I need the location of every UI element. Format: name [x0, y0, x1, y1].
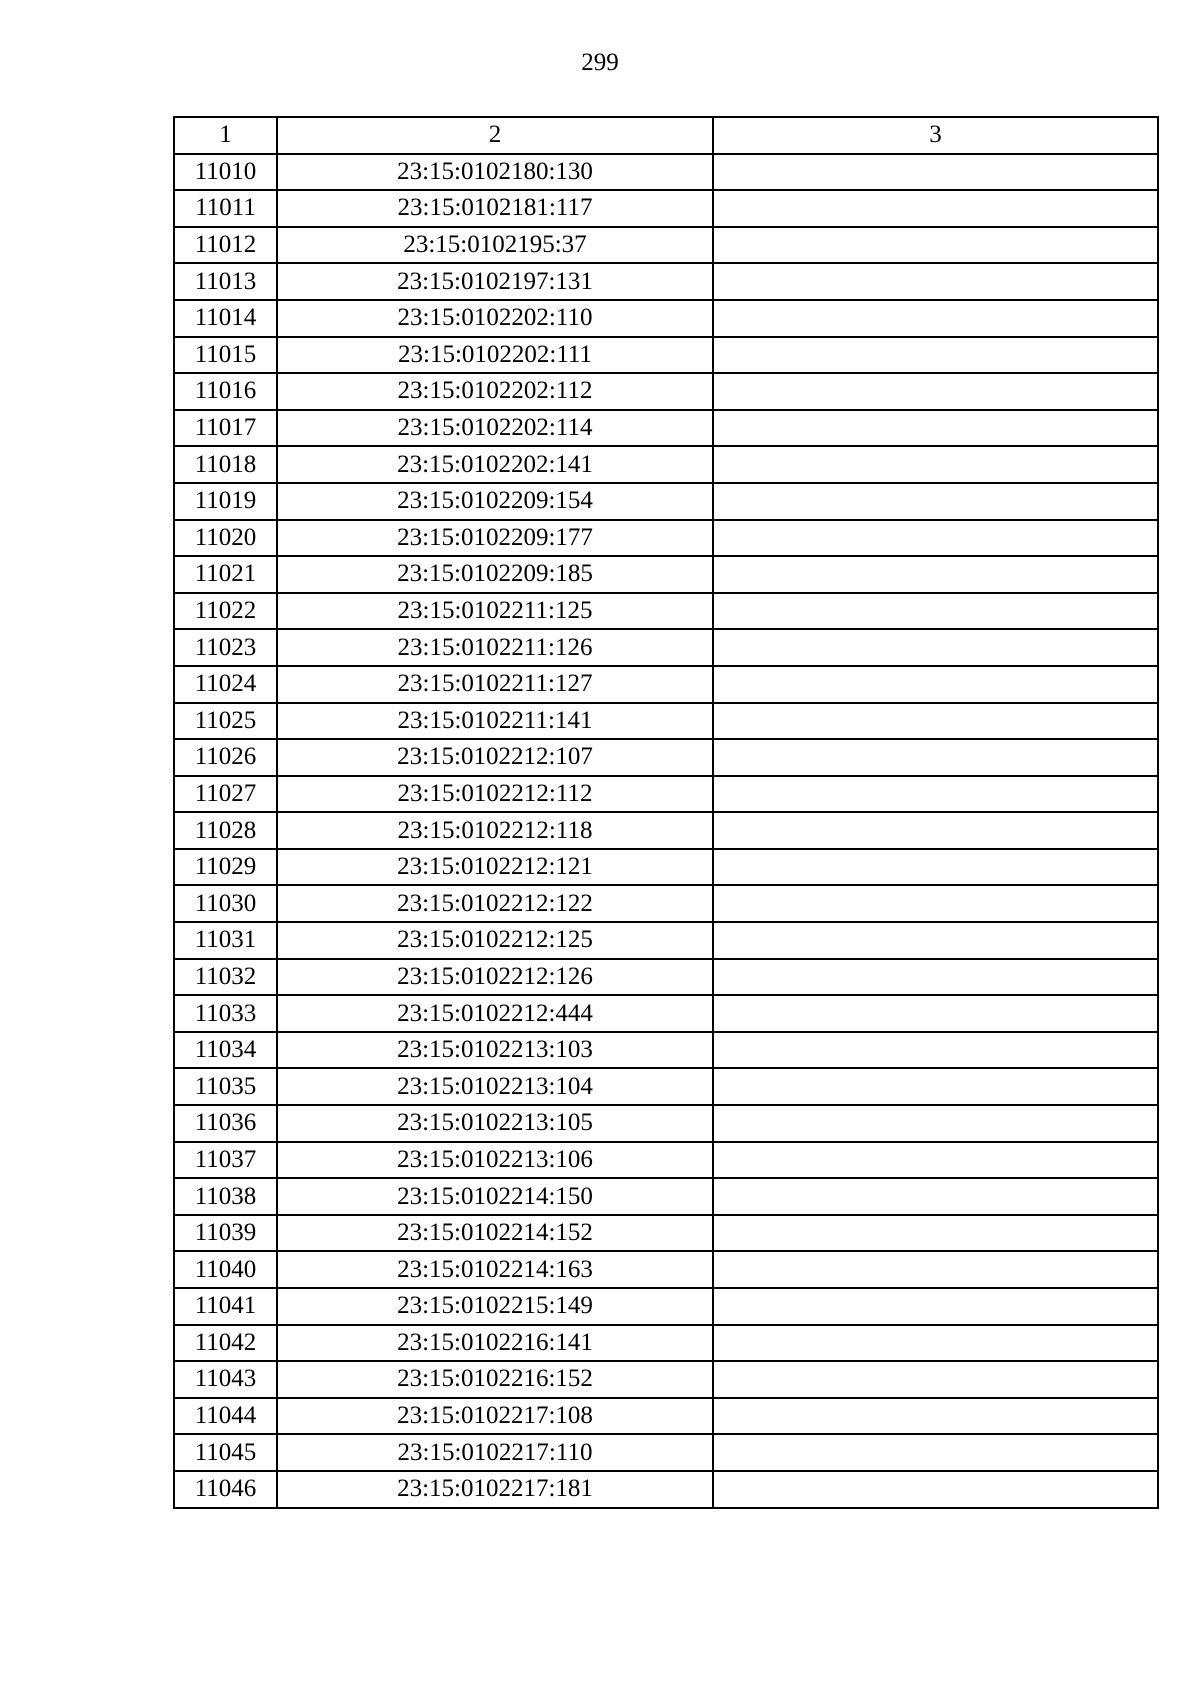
cadastral-number-cell: 23:15:0102180:130 [277, 154, 713, 191]
table-row [174, 154, 1158, 191]
note-cell [713, 849, 1158, 886]
note-cell [713, 556, 1158, 593]
row-number-cell: 11034 [174, 1032, 277, 1069]
header-cell-1: 1 [174, 117, 277, 154]
table-row [174, 337, 1158, 374]
note-cell [713, 629, 1158, 666]
cadastral-number-cell: 23:15:0102214:152 [277, 1215, 713, 1252]
row-number-cell: 11027 [174, 776, 277, 813]
note-cell [713, 410, 1158, 447]
cadastral-number-cell: 23:15:0102202:110 [277, 300, 713, 337]
table-row [174, 1251, 1158, 1288]
header-cell-2: 2 [277, 117, 713, 154]
header-row [174, 117, 1158, 154]
cadastral-number-cell: 23:15:0102212:444 [277, 995, 713, 1032]
cadastral-number-cell: 23:15:0102214:150 [277, 1178, 713, 1215]
table-row [174, 556, 1158, 593]
table-row [174, 1178, 1158, 1215]
cadastral-number-cell: 23:15:0102216:152 [277, 1361, 713, 1398]
note-cell [713, 812, 1158, 849]
table-row [174, 373, 1158, 410]
table-body [174, 117, 1158, 1508]
table-row [174, 776, 1158, 813]
note-cell [713, 959, 1158, 996]
note-cell [713, 666, 1158, 703]
note-cell [713, 446, 1158, 483]
row-number-cell: 11011 [174, 190, 277, 227]
note-cell [713, 190, 1158, 227]
cadastral-number-cell: 23:15:0102217:110 [277, 1434, 713, 1471]
row-number-cell: 11021 [174, 556, 277, 593]
table-row [174, 1288, 1158, 1325]
note-cell [713, 739, 1158, 776]
cadastral-number-cell: 23:15:0102212:126 [277, 959, 713, 996]
note-cell [713, 1032, 1158, 1069]
cadastral-number-cell: 23:15:0102213:103 [277, 1032, 713, 1069]
table-row [174, 520, 1158, 557]
cadastral-number-cell: 23:15:0102212:118 [277, 812, 713, 849]
row-number-cell: 11033 [174, 995, 277, 1032]
cadastral-number-cell: 23:15:0102214:163 [277, 1251, 713, 1288]
cadastral-number-cell: 23:15:0102213:106 [277, 1142, 713, 1179]
row-number-cell: 11038 [174, 1178, 277, 1215]
table-row [174, 812, 1158, 849]
row-number-cell: 11028 [174, 812, 277, 849]
note-cell [713, 703, 1158, 740]
note-cell [713, 1105, 1158, 1142]
note-cell [713, 922, 1158, 959]
table-row [174, 190, 1158, 227]
cadastral-number-cell: 23:15:0102212:107 [277, 739, 713, 776]
note-cell [713, 1398, 1158, 1435]
row-number-cell: 11046 [174, 1471, 277, 1508]
cadastral-number-cell: 23:15:0102197:131 [277, 263, 713, 300]
note-cell [713, 263, 1158, 300]
table-row [174, 1398, 1158, 1435]
cadastral-number-cell: 23:15:0102216:141 [277, 1325, 713, 1362]
table-row [174, 739, 1158, 776]
note-cell [713, 373, 1158, 410]
note-cell [713, 1215, 1158, 1252]
cadastral-number-cell: 23:15:0102217:181 [277, 1471, 713, 1508]
note-cell [713, 1471, 1158, 1508]
cadastral-number-cell: 23:15:0102211:141 [277, 703, 713, 740]
row-number-cell: 11032 [174, 959, 277, 996]
row-number-cell: 11030 [174, 885, 277, 922]
table-row [174, 959, 1158, 996]
table-row [174, 410, 1158, 447]
table-row [174, 1325, 1158, 1362]
table-row [174, 1361, 1158, 1398]
cadastral-number-cell: 23:15:0102212:122 [277, 885, 713, 922]
note-cell [713, 520, 1158, 557]
cadastral-number-cell: 23:15:0102209:154 [277, 483, 713, 520]
note-cell [713, 1434, 1158, 1471]
table-row [174, 593, 1158, 630]
note-cell [713, 1178, 1158, 1215]
row-number-cell: 11044 [174, 1398, 277, 1435]
note-cell [713, 300, 1158, 337]
row-number-cell: 11035 [174, 1068, 277, 1105]
cadastral-number-cell: 23:15:0102202:111 [277, 337, 713, 374]
cadastral-number-cell: 23:15:0102215:149 [277, 1288, 713, 1325]
table-row [174, 483, 1158, 520]
cadastral-table [173, 116, 1159, 1509]
cadastral-number-cell: 23:15:0102212:125 [277, 922, 713, 959]
note-cell [713, 995, 1158, 1032]
note-cell [713, 593, 1158, 630]
header-cell-3: 3 [713, 117, 1158, 154]
row-number-cell: 11043 [174, 1361, 277, 1398]
cadastral-number-cell: 23:15:0102212:112 [277, 776, 713, 813]
row-number-cell: 11019 [174, 483, 277, 520]
row-number-cell: 11016 [174, 373, 277, 410]
row-number-cell: 11022 [174, 593, 277, 630]
table-row [174, 1471, 1158, 1508]
table-row [174, 300, 1158, 337]
table-row [174, 227, 1158, 264]
note-cell [713, 1288, 1158, 1325]
cadastral-number-cell: 23:15:0102213:104 [277, 1068, 713, 1105]
cadastral-number-cell: 23:15:0102209:185 [277, 556, 713, 593]
table-row [174, 703, 1158, 740]
row-number-cell: 11042 [174, 1325, 277, 1362]
row-number-cell: 11017 [174, 410, 277, 447]
note-cell [713, 1361, 1158, 1398]
note-cell [713, 154, 1158, 191]
note-cell [713, 885, 1158, 922]
note-cell [713, 227, 1158, 264]
row-number-cell: 11039 [174, 1215, 277, 1252]
row-number-cell: 11013 [174, 263, 277, 300]
table-row [174, 446, 1158, 483]
row-number-cell: 11020 [174, 520, 277, 557]
row-number-cell: 11018 [174, 446, 277, 483]
table-row [174, 995, 1158, 1032]
table-row [174, 1142, 1158, 1179]
row-number-cell: 11040 [174, 1251, 277, 1288]
note-cell [713, 1325, 1158, 1362]
cadastral-number-cell: 23:15:0102213:105 [277, 1105, 713, 1142]
cadastral-number-cell: 23:15:0102212:121 [277, 849, 713, 886]
note-cell [713, 776, 1158, 813]
row-number-cell: 11023 [174, 629, 277, 666]
table-row [174, 1215, 1158, 1252]
row-number-cell: 11041 [174, 1288, 277, 1325]
table-row [174, 1032, 1158, 1069]
note-cell [713, 483, 1158, 520]
cadastral-number-cell: 23:15:0102195:37 [277, 227, 713, 264]
table-row [174, 666, 1158, 703]
table-row [174, 922, 1158, 959]
table-row [174, 1434, 1158, 1471]
note-cell [713, 1142, 1158, 1179]
table-row [174, 885, 1158, 922]
cadastral-number-cell: 23:15:0102211:127 [277, 666, 713, 703]
row-number-cell: 11031 [174, 922, 277, 959]
cadastral-number-cell: 23:15:0102211:126 [277, 629, 713, 666]
row-number-cell: 11026 [174, 739, 277, 776]
row-number-cell: 11024 [174, 666, 277, 703]
cadastral-number-cell: 23:15:0102202:141 [277, 446, 713, 483]
row-number-cell: 11012 [174, 227, 277, 264]
cadastral-number-cell: 23:15:0102181:117 [277, 190, 713, 227]
table-row [174, 849, 1158, 886]
cadastral-number-cell: 23:15:0102202:114 [277, 410, 713, 447]
note-cell [713, 337, 1158, 374]
row-number-cell: 11025 [174, 703, 277, 740]
table-row [174, 1068, 1158, 1105]
row-number-cell: 11010 [174, 154, 277, 191]
row-number-cell: 11015 [174, 337, 277, 374]
row-number-cell: 11014 [174, 300, 277, 337]
table-row [174, 263, 1158, 300]
note-cell [713, 1251, 1158, 1288]
cadastral-number-cell: 23:15:0102209:177 [277, 520, 713, 557]
row-number-cell: 11036 [174, 1105, 277, 1142]
cadastral-number-cell: 23:15:0102211:125 [277, 593, 713, 630]
cadastral-number-cell: 23:15:0102217:108 [277, 1398, 713, 1435]
row-number-cell: 11045 [174, 1434, 277, 1471]
note-cell [713, 1068, 1158, 1105]
table-row [174, 629, 1158, 666]
cadastral-number-cell: 23:15:0102202:112 [277, 373, 713, 410]
table-row [174, 1105, 1158, 1142]
page-number: 299 [581, 49, 619, 76]
row-number-cell: 11029 [174, 849, 277, 886]
row-number-cell: 11037 [174, 1142, 277, 1179]
